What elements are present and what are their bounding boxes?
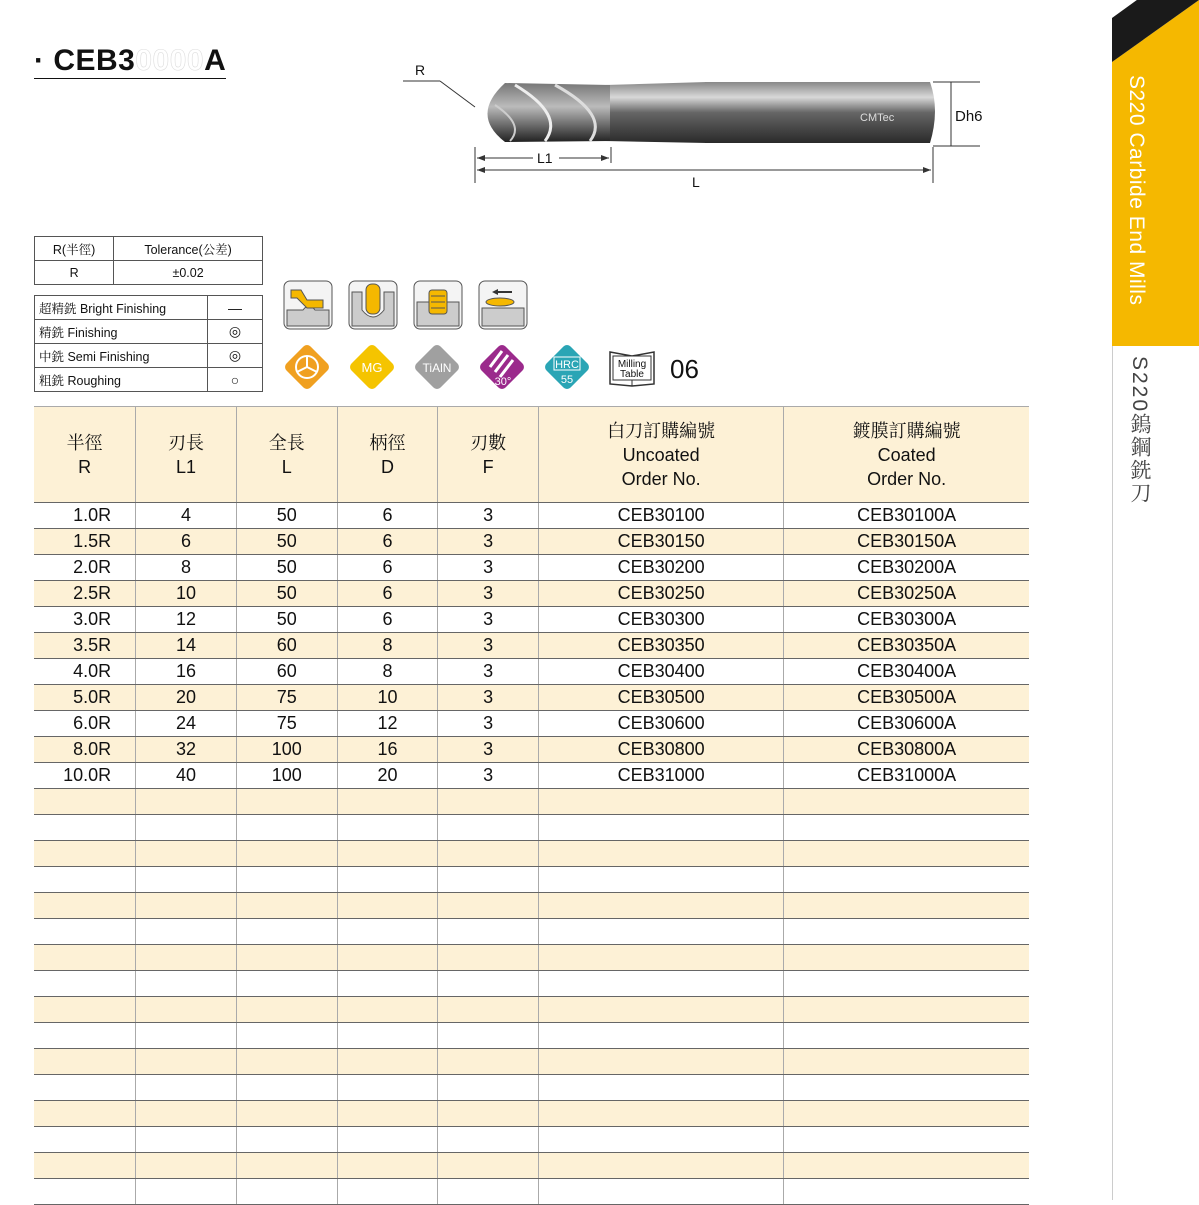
empty-cell bbox=[438, 893, 539, 919]
uncoated-order-cell: CEB30500 bbox=[538, 685, 783, 711]
empty-cell bbox=[34, 1049, 136, 1075]
finishing-symbol: ◎ bbox=[208, 320, 263, 344]
empty-cell bbox=[538, 1179, 783, 1205]
flute-length-cell: 16 bbox=[136, 659, 237, 685]
empty-cell bbox=[34, 1153, 136, 1179]
empty-row bbox=[34, 1075, 1029, 1101]
empty-cell bbox=[784, 997, 1029, 1023]
tolerance-value-tol: ±0.02 bbox=[114, 261, 263, 285]
empty-cell bbox=[438, 815, 539, 841]
empty-row bbox=[34, 971, 1029, 997]
empty-row bbox=[34, 841, 1029, 867]
col-header-overall-length: 全長 L bbox=[236, 407, 337, 503]
empty-cell bbox=[34, 789, 136, 815]
empty-cell bbox=[538, 971, 783, 997]
dh6-label: Dh6 bbox=[955, 108, 983, 125]
flute-length-cell: 40 bbox=[136, 763, 237, 789]
empty-cell bbox=[236, 1101, 337, 1127]
radius-cell: 4.0R bbox=[34, 659, 136, 685]
empty-cell bbox=[784, 841, 1029, 867]
empty-cell bbox=[438, 1127, 539, 1153]
finishing-symbol: ◎ bbox=[208, 344, 263, 368]
empty-cell bbox=[438, 841, 539, 867]
empty-cell bbox=[438, 1101, 539, 1127]
empty-cell bbox=[34, 841, 136, 867]
radius-cell: 1.0R bbox=[34, 503, 136, 529]
side-milling-icon bbox=[478, 280, 528, 330]
empty-row bbox=[34, 815, 1029, 841]
empty-cell bbox=[784, 867, 1029, 893]
coated-order-cell: CEB30100A bbox=[784, 503, 1029, 529]
empty-cell bbox=[538, 867, 783, 893]
coated-order-cell: CEB30500A bbox=[784, 685, 1029, 711]
radius-cell: 10.0R bbox=[34, 763, 136, 789]
coated-order-cell: CEB30150A bbox=[784, 529, 1029, 555]
empty-cell bbox=[438, 997, 539, 1023]
shank-diameter-cell: 6 bbox=[337, 555, 438, 581]
col-header-flute-length: 刃長 L1 bbox=[136, 407, 237, 503]
empty-cell bbox=[34, 1127, 136, 1153]
flutes-cell: 3 bbox=[438, 659, 539, 685]
empty-cell bbox=[136, 1023, 237, 1049]
pocket-milling-icon bbox=[413, 280, 463, 330]
milling-table-icon[interactable] bbox=[607, 348, 657, 388]
tolerance-header-tol: Tolerance(公差) bbox=[114, 237, 263, 261]
col-header-coated: 鍍膜訂購編號 Coated Order No. bbox=[784, 407, 1029, 503]
empty-cell bbox=[236, 893, 337, 919]
mg-grade-icon bbox=[346, 341, 398, 393]
flute-length-cell: 14 bbox=[136, 633, 237, 659]
empty-row bbox=[34, 997, 1029, 1023]
uncoated-order-cell: CEB30150 bbox=[538, 529, 783, 555]
empty-cell bbox=[438, 789, 539, 815]
radius-cell: 2.5R bbox=[34, 581, 136, 607]
empty-cell bbox=[784, 1179, 1029, 1205]
shank-diameter-cell: 12 bbox=[337, 711, 438, 737]
overall-length-cell: 100 bbox=[236, 737, 337, 763]
table-row bbox=[34, 581, 1029, 607]
empty-cell bbox=[538, 945, 783, 971]
empty-cell bbox=[34, 1179, 136, 1205]
empty-cell bbox=[136, 997, 237, 1023]
empty-cell bbox=[438, 1153, 539, 1179]
empty-cell bbox=[34, 1101, 136, 1127]
radius-cell: 3.5R bbox=[34, 633, 136, 659]
empty-cell bbox=[136, 1179, 237, 1205]
helix-angle-icon bbox=[476, 341, 528, 393]
title-model: CEB3 bbox=[53, 44, 136, 77]
tolerance-table bbox=[34, 236, 263, 285]
shank-diameter-cell: 10 bbox=[337, 685, 438, 711]
empty-cell bbox=[34, 1075, 136, 1101]
empty-cell bbox=[136, 919, 237, 945]
radius-cell: 2.0R bbox=[34, 555, 136, 581]
empty-cell bbox=[438, 1179, 539, 1205]
empty-cell bbox=[337, 971, 438, 997]
slot-milling-icon bbox=[348, 280, 398, 330]
flutes-cell: 3 bbox=[438, 763, 539, 789]
empty-cell bbox=[34, 997, 136, 1023]
empty-cell bbox=[538, 789, 783, 815]
flutes-cell: 3 bbox=[438, 529, 539, 555]
empty-cell bbox=[438, 1023, 539, 1049]
empty-row bbox=[34, 789, 1029, 815]
empty-cell bbox=[136, 1049, 237, 1075]
empty-cell bbox=[136, 867, 237, 893]
milling-table-line1: Milling bbox=[617, 359, 647, 370]
table-row bbox=[34, 555, 1029, 581]
empty-cell bbox=[136, 815, 237, 841]
empty-row bbox=[34, 893, 1029, 919]
empty-cell bbox=[136, 841, 237, 867]
empty-cell bbox=[784, 1101, 1029, 1127]
empty-cell bbox=[136, 971, 237, 997]
empty-cell bbox=[538, 1127, 783, 1153]
shank-diameter-cell: 8 bbox=[337, 633, 438, 659]
empty-cell bbox=[34, 945, 136, 971]
empty-cell bbox=[34, 893, 136, 919]
shank-diameter-cell: 6 bbox=[337, 503, 438, 529]
empty-cell bbox=[236, 1049, 337, 1075]
empty-cell bbox=[136, 893, 237, 919]
title-ghost-digits: 0000 bbox=[135, 44, 205, 77]
empty-cell bbox=[784, 971, 1029, 997]
shank-diameter-cell: 6 bbox=[337, 607, 438, 633]
empty-cell bbox=[538, 841, 783, 867]
empty-cell bbox=[337, 893, 438, 919]
overall-length-cell: 50 bbox=[236, 607, 337, 633]
col-header-shank-diameter: 柄徑 D bbox=[337, 407, 438, 503]
flute-length-cell: 32 bbox=[136, 737, 237, 763]
empty-cell bbox=[236, 971, 337, 997]
flutes-cell: 3 bbox=[438, 633, 539, 659]
overall-length-cell: 60 bbox=[236, 659, 337, 685]
flute-length-cell: 12 bbox=[136, 607, 237, 633]
empty-cell bbox=[34, 1023, 136, 1049]
col-header-flutes: 刃數 F bbox=[438, 407, 539, 503]
empty-cell bbox=[538, 919, 783, 945]
empty-cell bbox=[236, 1075, 337, 1101]
radius-cell: 8.0R bbox=[34, 737, 136, 763]
milling-table-page-ref[interactable]: 06 bbox=[670, 354, 699, 384]
empty-cell bbox=[337, 1153, 438, 1179]
empty-cell bbox=[784, 1153, 1029, 1179]
overall-length-cell: 100 bbox=[236, 763, 337, 789]
flute-length-cell: 24 bbox=[136, 711, 237, 737]
flute-length-cell: 20 bbox=[136, 685, 237, 711]
empty-cell bbox=[538, 893, 783, 919]
coated-order-cell: CEB30800A bbox=[784, 737, 1029, 763]
empty-cell bbox=[784, 789, 1029, 815]
uncoated-order-cell: CEB30100 bbox=[538, 503, 783, 529]
coated-order-cell: CEB30400A bbox=[784, 659, 1029, 685]
coated-order-cell: CEB30250A bbox=[784, 581, 1029, 607]
flute-length-cell: 10 bbox=[136, 581, 237, 607]
three-flute-icon bbox=[281, 341, 333, 393]
empty-cell bbox=[236, 1127, 337, 1153]
empty-cell bbox=[337, 789, 438, 815]
empty-row bbox=[34, 1023, 1029, 1049]
empty-row bbox=[34, 867, 1029, 893]
uncoated-order-cell: CEB31000 bbox=[538, 763, 783, 789]
empty-cell bbox=[538, 1153, 783, 1179]
table-row bbox=[34, 607, 1029, 633]
table-row bbox=[34, 529, 1029, 555]
empty-cell bbox=[538, 1075, 783, 1101]
finishing-table bbox=[34, 295, 263, 392]
side-band-corner bbox=[1112, 0, 1199, 62]
empty-cell bbox=[236, 867, 337, 893]
empty-cell bbox=[236, 1179, 337, 1205]
finishing-symbol: — bbox=[208, 296, 263, 320]
empty-cell bbox=[438, 919, 539, 945]
coated-order-cell: CEB30300A bbox=[784, 607, 1029, 633]
empty-cell bbox=[337, 1075, 438, 1101]
shank-diameter-cell: 6 bbox=[337, 581, 438, 607]
empty-cell bbox=[438, 1075, 539, 1101]
empty-cell bbox=[236, 1023, 337, 1049]
empty-cell bbox=[438, 1049, 539, 1075]
hrc-label: HRC bbox=[555, 359, 579, 371]
overall-length-cell: 75 bbox=[236, 711, 337, 737]
empty-cell bbox=[538, 997, 783, 1023]
empty-row bbox=[34, 1049, 1029, 1075]
end-mill-drawing bbox=[395, 55, 995, 195]
empty-cell bbox=[337, 919, 438, 945]
flute-length-cell: 4 bbox=[136, 503, 237, 529]
empty-row bbox=[34, 1127, 1029, 1153]
table-row bbox=[34, 503, 1029, 529]
empty-cell bbox=[784, 815, 1029, 841]
empty-cell bbox=[337, 1049, 438, 1075]
radius-cell: 6.0R bbox=[34, 711, 136, 737]
side-title-en: S220 Carbide End Mills bbox=[1125, 75, 1148, 306]
title-prefix: · bbox=[34, 44, 54, 77]
empty-cell bbox=[337, 815, 438, 841]
shank-diameter-cell: 16 bbox=[337, 737, 438, 763]
empty-cell bbox=[337, 1179, 438, 1205]
coated-order-cell: CEB31000A bbox=[784, 763, 1029, 789]
tolerance-header-r: R(半徑) bbox=[35, 237, 114, 261]
hrc-value: 55 bbox=[560, 374, 574, 386]
tolerance-value-r: R bbox=[35, 261, 114, 285]
empty-cell bbox=[337, 945, 438, 971]
uncoated-order-cell: CEB30350 bbox=[538, 633, 783, 659]
empty-cell bbox=[136, 789, 237, 815]
empty-cell bbox=[784, 893, 1029, 919]
empty-row bbox=[34, 919, 1029, 945]
hrc-hardness-icon bbox=[541, 341, 593, 393]
table-row bbox=[34, 685, 1029, 711]
empty-cell bbox=[784, 1127, 1029, 1153]
shank-diameter-cell: 6 bbox=[337, 529, 438, 555]
flute-length-cell: 6 bbox=[136, 529, 237, 555]
overall-length-cell: 75 bbox=[236, 685, 337, 711]
overall-length-cell: 50 bbox=[236, 555, 337, 581]
empty-row bbox=[34, 1153, 1029, 1179]
empty-row bbox=[34, 945, 1029, 971]
finishing-label: 精銑 Finishing bbox=[35, 320, 208, 344]
flutes-cell: 3 bbox=[438, 555, 539, 581]
empty-cell bbox=[784, 1049, 1029, 1075]
coated-order-cell: CEB30200A bbox=[784, 555, 1029, 581]
milling-table-line2: Table bbox=[620, 369, 644, 380]
shank-diameter-cell: 8 bbox=[337, 659, 438, 685]
radius-cell: 5.0R bbox=[34, 685, 136, 711]
uncoated-order-cell: CEB30600 bbox=[538, 711, 783, 737]
overall-length-cell: 50 bbox=[236, 581, 337, 607]
overall-length-cell: 60 bbox=[236, 633, 337, 659]
empty-cell bbox=[136, 1101, 237, 1127]
empty-cell bbox=[136, 1153, 237, 1179]
empty-cell bbox=[236, 919, 337, 945]
empty-cell bbox=[337, 867, 438, 893]
coated-order-cell: CEB30350A bbox=[784, 633, 1029, 659]
empty-cell bbox=[34, 919, 136, 945]
finishing-label: 中銑 Semi Finishing bbox=[35, 344, 208, 368]
empty-cell bbox=[337, 1023, 438, 1049]
empty-cell bbox=[236, 841, 337, 867]
uncoated-order-cell: CEB30300 bbox=[538, 607, 783, 633]
spec-table bbox=[34, 406, 1029, 1205]
empty-cell bbox=[538, 815, 783, 841]
overall-length-cell: 50 bbox=[236, 503, 337, 529]
radius-cell: 1.5R bbox=[34, 529, 136, 555]
empty-cell bbox=[784, 919, 1029, 945]
coated-order-cell: CEB30600A bbox=[784, 711, 1029, 737]
flutes-cell: 3 bbox=[438, 737, 539, 763]
empty-cell bbox=[784, 1023, 1029, 1049]
flutes-cell: 3 bbox=[438, 607, 539, 633]
side-divider bbox=[1112, 346, 1113, 1200]
flute-length-cell: 8 bbox=[136, 555, 237, 581]
empty-cell bbox=[136, 945, 237, 971]
empty-cell bbox=[438, 971, 539, 997]
empty-cell bbox=[538, 1049, 783, 1075]
empty-cell bbox=[236, 997, 337, 1023]
col-header-uncoated: 白刀訂購編號 Uncoated Order No. bbox=[538, 407, 783, 503]
empty-cell bbox=[136, 1127, 237, 1153]
flutes-cell: 3 bbox=[438, 503, 539, 529]
shank-diameter-cell: 20 bbox=[337, 763, 438, 789]
table-row bbox=[34, 633, 1029, 659]
empty-cell bbox=[34, 815, 136, 841]
empty-cell bbox=[337, 997, 438, 1023]
empty-cell bbox=[236, 945, 337, 971]
empty-cell bbox=[236, 789, 337, 815]
empty-cell bbox=[236, 815, 337, 841]
flutes-cell: 3 bbox=[438, 685, 539, 711]
finishing-label: 粗銑 Roughing bbox=[35, 368, 208, 392]
uncoated-order-cell: CEB30800 bbox=[538, 737, 783, 763]
empty-cell bbox=[538, 1101, 783, 1127]
empty-cell bbox=[438, 867, 539, 893]
radius-cell: 3.0R bbox=[34, 607, 136, 633]
coating-label: TiAlN bbox=[422, 361, 452, 375]
l1-label: L1 bbox=[537, 150, 553, 166]
flutes-cell: 3 bbox=[438, 581, 539, 607]
uncoated-order-cell: CEB30400 bbox=[538, 659, 783, 685]
product-title bbox=[34, 44, 226, 79]
uncoated-order-cell: CEB30250 bbox=[538, 581, 783, 607]
finishing-label: 超精銑 Bright Finishing bbox=[35, 296, 208, 320]
empty-row bbox=[34, 1101, 1029, 1127]
empty-cell bbox=[34, 867, 136, 893]
table-row bbox=[34, 711, 1029, 737]
empty-row bbox=[34, 1179, 1029, 1205]
empty-cell bbox=[438, 945, 539, 971]
l-label: L bbox=[692, 174, 700, 190]
table-row bbox=[34, 737, 1029, 763]
empty-cell bbox=[784, 945, 1029, 971]
r-label: R bbox=[415, 62, 426, 78]
flutes-cell: 3 bbox=[438, 711, 539, 737]
overall-length-cell: 50 bbox=[236, 529, 337, 555]
mg-label: MG bbox=[361, 360, 383, 375]
table-row bbox=[34, 763, 1029, 789]
col-header-radius: 半徑 R bbox=[34, 407, 136, 503]
table-row bbox=[34, 659, 1029, 685]
contour-milling-icon bbox=[283, 280, 333, 330]
empty-cell bbox=[337, 1127, 438, 1153]
side-title-zh: S220鎢鋼銑刀 bbox=[1128, 356, 1151, 506]
finishing-symbol: ○ bbox=[208, 368, 263, 392]
helix-label: 30° bbox=[494, 376, 512, 388]
brand-logo: CMTec bbox=[860, 112, 895, 124]
tialn-coating-icon bbox=[411, 341, 463, 393]
empty-cell bbox=[34, 971, 136, 997]
empty-cell bbox=[337, 1101, 438, 1127]
title-suffix: A bbox=[204, 44, 227, 77]
empty-cell bbox=[538, 1023, 783, 1049]
empty-cell bbox=[236, 1153, 337, 1179]
empty-cell bbox=[337, 841, 438, 867]
empty-cell bbox=[784, 1075, 1029, 1101]
uncoated-order-cell: CEB30200 bbox=[538, 555, 783, 581]
empty-cell bbox=[136, 1075, 237, 1101]
